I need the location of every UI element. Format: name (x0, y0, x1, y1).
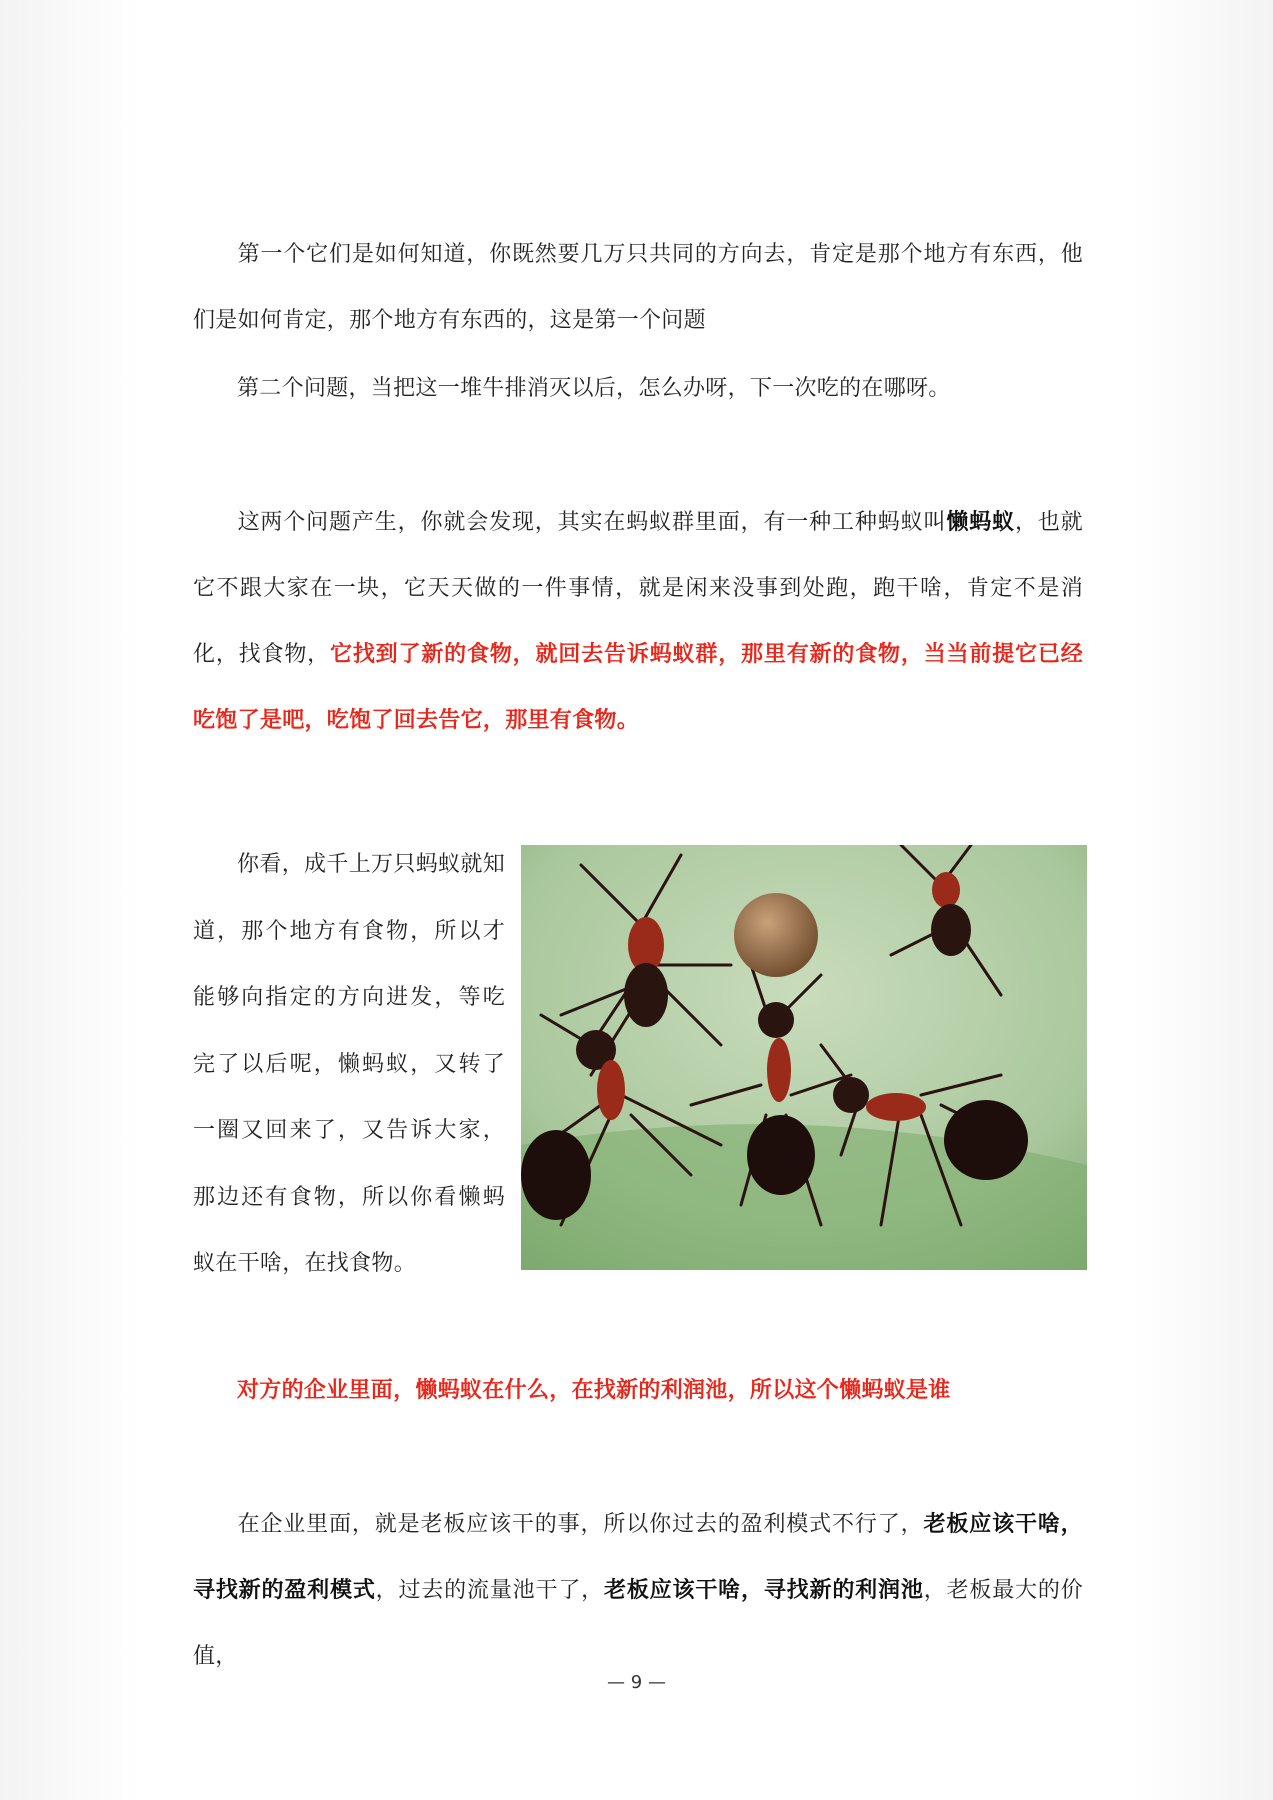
highlight-red: 它找到了新的食物，就回去告诉蚂蚁群，那里有新的食物，当当前提它已经吃饱了是吧，吃饱了回去告它，那里有食物。 (193, 642, 1083, 733)
paragraph-2: 第二个问题，当把这一堆牛排消灭以后，怎么办呀，下一次吃的在哪呀。 (237, 376, 951, 401)
ants-photo (521, 845, 1087, 1270)
bold-phrase: 老板应该干啥，寻找新的利润池 (604, 1578, 924, 1603)
paragraph-1: 第一个它们是如何知道，你既然要几万只共同的方向去，肯定是那个地方有东西，他们是如何肯定，那个地方有东西的，这是第一个问题 (193, 242, 1083, 333)
bold-phrase: 老板应该干啥，寻找新的盈利模式 (193, 1512, 1083, 1603)
paragraph-5 (193, 1358, 1083, 1424)
page-shadow-left (0, 0, 140, 1800)
paragraph-3: 这两个问题产生，你就会发现，其实在蚂蚁群里面，有一种工种蚂蚁叫懒蚂蚁，也就它不跟大家在一块，它天天做的一件事情，就是闲来没事到处跑，跑干啥，肯定不是消化，找食物，它找到了新的食物，就回去告诉蚂蚁群，那里有新的食物，当当前提它已经吃饱了是吧，吃饱了回去告它，那里有食物。 (193, 510, 1083, 733)
bold-term: 懒蚂蚁 (946, 510, 1015, 535)
page-number: — 9 — (607, 1672, 666, 1693)
ants-illustration (521, 845, 1087, 1270)
page-shadow-right (1133, 0, 1273, 1800)
paragraph-4: 你看，成千上万只蚂蚁就知道，那个地方有食物，所以才能够向指定的方向进发，等吃完了以后呢，懒蚂蚁，又转了一圈又回来了，又告诉大家，那边还有食物，所以你看懒蚂蚁在干啥，在找食物。 (193, 852, 505, 1276)
paragraph-6: 在企业里面，就是老板应该干的事，所以你过去的盈利模式不行了，老板应该干啥，寻找新的盈利模式，过去的流量池干了，老板应该干啥，寻找新的利润池，老板最大的价值， (193, 1512, 1083, 1669)
highlight-red: 对方的企业里面，懒蚂蚁在什么，在找新的利润池，所以这个懒蚂蚁是谁 (237, 1378, 951, 1403)
